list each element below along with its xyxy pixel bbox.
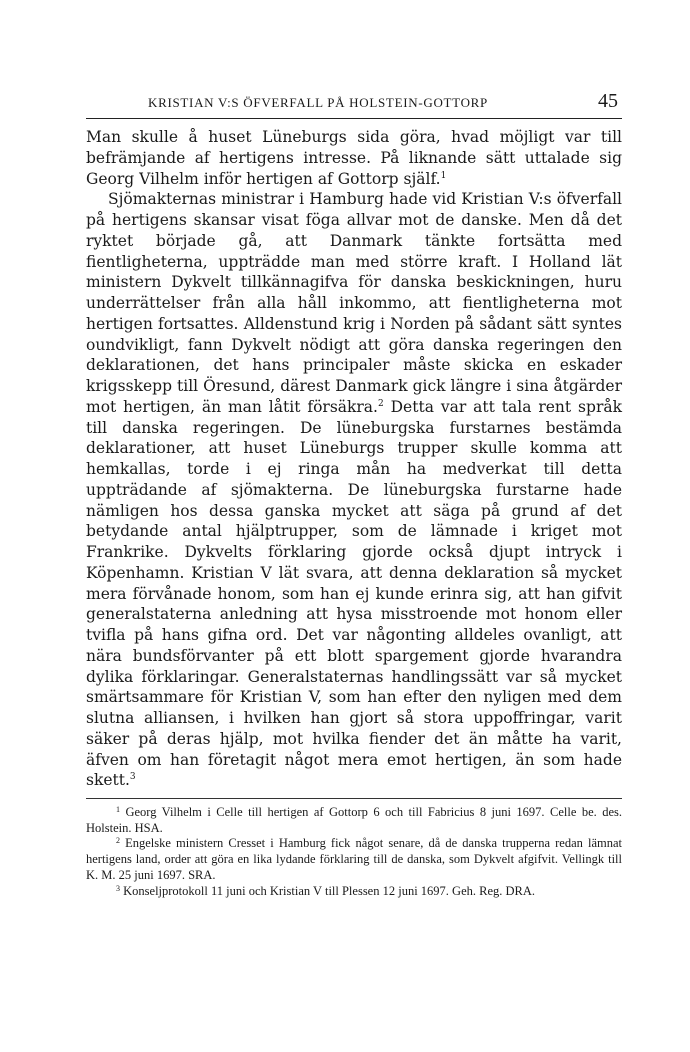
footnote-mark-2: 2 xyxy=(116,836,120,846)
footnote-divider xyxy=(86,798,622,799)
paragraph-2-text-b: Detta var att tala rent språk till danska regeringen. De lüneburgska furstarnes bestämda deklarationer, att huset Lüneburgs trupper skulle komma att hemkallas, torde i ej ringa mån ha medverkat till detta uppträdande af sjömakterna. De lüneburgska furstarne hade nämligen hos dessa ganska mycket att säga på grund af det betydande antal hjälptrupper, som de lämnade i kriget mot Frankrike. Dykvelts förklaring gjorde också djupt intryck i Köpenhamn. Kristian V lät svara, att denna deklaration så mycket mera förvånade honom, som han ej kunde erinra sig, att han gifvit generalstaterna anledning att hysa misstroende mot honom eller tvifla på hans gifna ord. Det var någonting alldeles ovanligt, att nära bundsförvanter på ett blott spargement gjorde hvarandra dylika förklaringar. Generalstaternas handlingssätt var så mycket smärtsammare för Kristian V, som han efter den nyligen med dem slutna alliansen, i hvilken han gjort så stora uppoffringar, varit säker på deras hjälp, mot hvilka fiender det än måtte ha varit, äfven om han företagit något mera emot hertigen, än som hade skett. xyxy=(86,397,622,790)
paragraph-1 xyxy=(86,127,622,189)
footnote-1 xyxy=(86,805,622,836)
paragraph-2-text-a: Sjömakternas ministrar i Hamburg hade vid Kristian V:s öfverfall på hertigens skansar visat föga allvar mot de danske. Men då det ryktet började gå, att Danmark tänkte fortsätta med fientligheterna, uppträdde man med större kraft. I Holland lät ministern Dykvelt tillkännagifva för danska beskickningen, huru underrättelser från alla håll inkommo, att fientligheterna mot hertigen fortsattes. Alldenstund krig i Norden på sådant sätt syntes oundvikligt, fann Dykvelt nödigt att göra danska regeringen den deklarationen, det hans principaler måste skicka en eskader krigsskepp till Öresund, därest Danmark gick längre i sina åtgärder mot hertigen, än man låtit försäkra. xyxy=(86,190,622,416)
paragraph-1-text: Man skulle å huset Lüneburgs sida göra, hvad möjligt var till befrämjande af hertigens intresse. På liknande sätt uttalade sig Georg Vilhelm inför hertigen af Gottorp själf. xyxy=(86,128,622,188)
footnote-2 xyxy=(86,836,622,883)
book-page xyxy=(86,90,622,899)
footnotes xyxy=(86,805,622,899)
body-text xyxy=(86,127,622,791)
footnote-3 xyxy=(86,884,622,900)
paragraph-2 xyxy=(86,189,622,791)
footnote-ref-3: 3 xyxy=(129,772,136,783)
footnote-ref-2: 2 xyxy=(377,398,384,409)
running-head xyxy=(86,90,622,119)
footnote-mark-3: 3 xyxy=(116,883,120,893)
page-number: 45 xyxy=(598,90,618,112)
footnote-ref-1: 1 xyxy=(440,170,447,181)
running-title: KRISTIAN V:S ÖFVERFALL PÅ HOLSTEIN-GOTTORP xyxy=(148,95,488,110)
footnote-1-text: Georg Vilhelm i Celle till hertigen af Gottorp 6 och till Fabricius 8 juni 1697. Celle be. des. Holstein. HSA. xyxy=(86,805,622,835)
footnote-3-text: Konseljprotokoll 11 juni och Kristian V till Plessen 12 juni 1697. Geh. Reg. DRA. xyxy=(120,883,536,898)
footnote-2-text: Engelske ministern Cresset i Hamburg fick något senare, då de danska trupperna redan lämnat hertigens land, order att göra en lika lydande förklaring till de danska, som Dykvelt afgifvit. Vellingk till K. M. 25 juni 1697. SRA. xyxy=(86,836,622,882)
footnote-mark-1: 1 xyxy=(116,805,120,814)
